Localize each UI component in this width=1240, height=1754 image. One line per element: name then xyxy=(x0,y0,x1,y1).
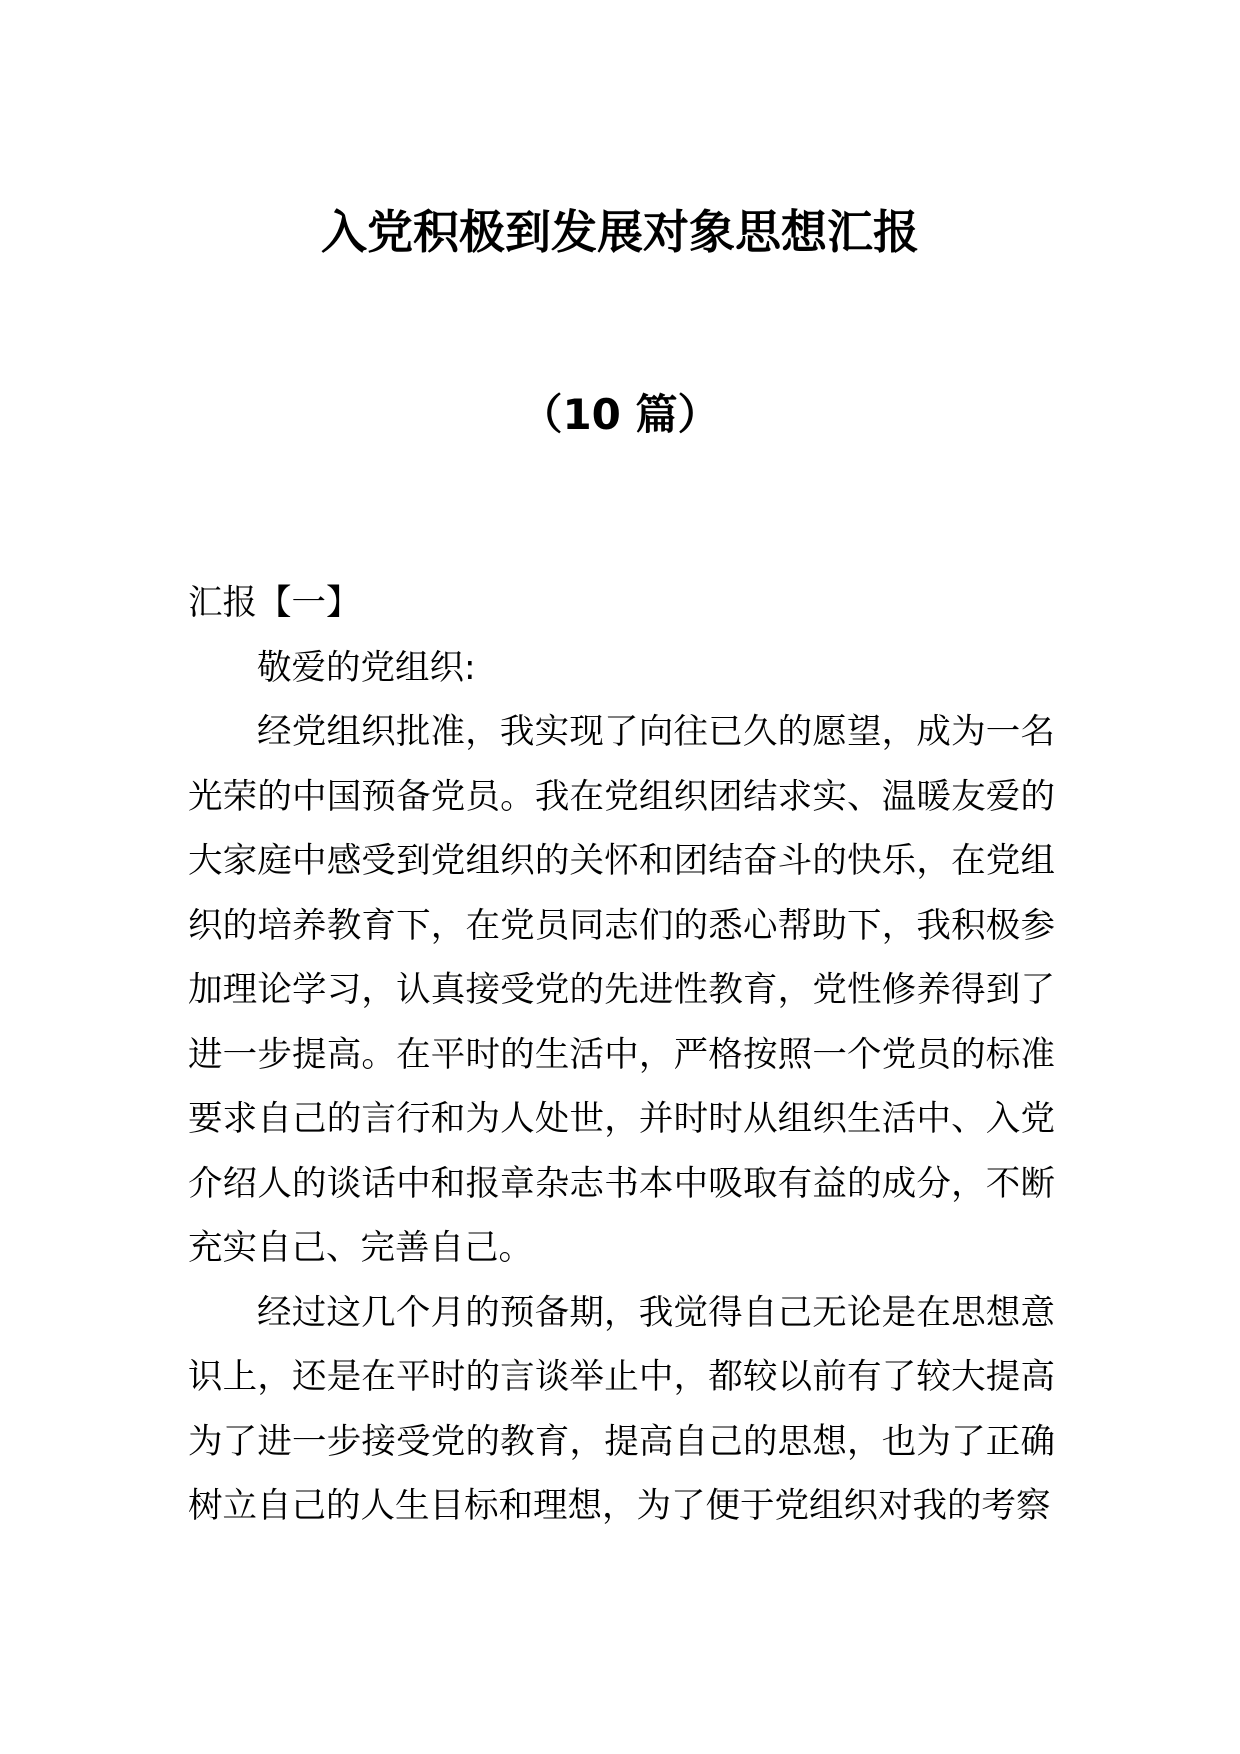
salutation: 敬爱的党组织: xyxy=(257,647,476,688)
document-title: 入党积极到发展对象思想汇报 xyxy=(321,205,919,259)
paragraph-2: 经过这几个月的预备期，我觉得自己无论是在思想意识上，还是在平时的言谈举止中，都较以前有了较大提高为了进一步接受党的教育，提高自己的思想，也为了正确树立自己的人生目标和理想，为了便于党组织对我的考察 xyxy=(188,1292,1055,1526)
section-heading: 汇报【一】 xyxy=(188,583,361,623)
document-body xyxy=(188,571,1055,1539)
paragraph-1: 经党组织批准，我实现了向往已久的愿望，成为一名光荣的中国预备党员。我在党组织团结求实、温暖友爱的大家庭中感受到党组织的关怀和团结奋斗的快乐，在党组织的培养教育下，在党员同志们的悉心帮助下，我积极参加理论学习，认真接受党的先进性教育，党性修养得到了进一步提高。在平时的生活中，严格按照一个党员的标准要求自己的言行和为人处世，并时时从组织生活中、入党介绍人的谈话中和报章杂志书本中吸取有益的成分，不断充实自己、完善自己。 xyxy=(188,712,1055,1268)
document-subtitle: （10 篇） xyxy=(520,390,720,439)
